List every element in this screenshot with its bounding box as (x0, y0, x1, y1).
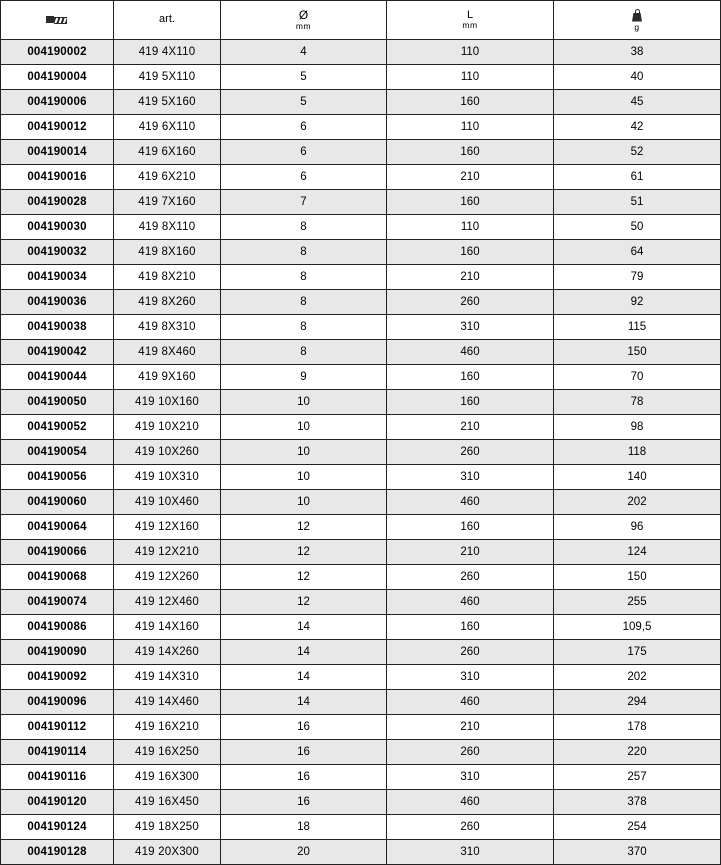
cell-art: 419 8X110 (114, 215, 221, 240)
cell-length: 260 (387, 290, 554, 315)
cell-art: 419 4X110 (114, 40, 221, 65)
cell-diameter: 5 (221, 65, 387, 90)
cell-diameter: 10 (221, 390, 387, 415)
cell-art: 419 12X260 (114, 565, 221, 590)
table-row (1, 240, 721, 265)
cell-code: 004190030 (1, 215, 114, 240)
cell-art: 419 6X110 (114, 115, 221, 140)
column-header-art (114, 1, 221, 40)
cell-diameter: 12 (221, 540, 387, 565)
cell-code: 004190090 (1, 640, 114, 665)
table-row (1, 640, 721, 665)
cell-art: 419 18X250 (114, 815, 221, 840)
table-body (1, 40, 721, 865)
column-header-diameter-unit: mm (295, 20, 312, 31)
cell-diameter: 8 (221, 215, 387, 240)
cell-length: 460 (387, 340, 554, 365)
cell-code: 004190032 (1, 240, 114, 265)
cell-code: 004190016 (1, 165, 114, 190)
column-header-code (1, 1, 114, 40)
cell-diameter: 10 (221, 415, 387, 440)
cell-art: 419 14X160 (114, 615, 221, 640)
cell-art: 419 20X300 (114, 840, 221, 865)
cell-diameter: 16 (221, 715, 387, 740)
cell-weight: 79 (554, 265, 721, 290)
cell-art: 419 12X210 (114, 540, 221, 565)
cell-length: 110 (387, 215, 554, 240)
cell-art: 419 5X160 (114, 90, 221, 115)
cell-weight: 51 (554, 190, 721, 215)
cell-code: 004190004 (1, 65, 114, 90)
table-row (1, 590, 721, 615)
cell-weight: 255 (554, 590, 721, 615)
cell-art: 419 8X160 (114, 240, 221, 265)
cell-code: 004190086 (1, 615, 114, 640)
table-row (1, 740, 721, 765)
cell-code: 004190042 (1, 340, 114, 365)
table-row (1, 790, 721, 815)
cell-length: 210 (387, 415, 554, 440)
column-header-diameter (221, 1, 387, 40)
table-row (1, 365, 721, 390)
cell-weight: 50 (554, 215, 721, 240)
cell-length: 310 (387, 765, 554, 790)
table-row (1, 665, 721, 690)
cell-code: 004190056 (1, 465, 114, 490)
cell-code: 004190014 (1, 140, 114, 165)
cell-length: 110 (387, 65, 554, 90)
cell-weight: 70 (554, 365, 721, 390)
cell-length: 310 (387, 315, 554, 340)
cell-art: 419 8X260 (114, 290, 221, 315)
cell-diameter: 12 (221, 515, 387, 540)
table-row (1, 840, 721, 865)
cell-length: 160 (387, 615, 554, 640)
cell-weight: 178 (554, 715, 721, 740)
cell-weight: 220 (554, 740, 721, 765)
cell-diameter: 6 (221, 115, 387, 140)
cell-diameter: 7 (221, 190, 387, 215)
table-row (1, 265, 721, 290)
cell-weight: 92 (554, 290, 721, 315)
cell-code: 004190006 (1, 90, 114, 115)
cell-art: 419 12X460 (114, 590, 221, 615)
cell-art: 419 10X210 (114, 415, 221, 440)
table-row (1, 815, 721, 840)
cell-diameter: 16 (221, 765, 387, 790)
table-row (1, 690, 721, 715)
table-row (1, 765, 721, 790)
cell-diameter: 14 (221, 690, 387, 715)
cell-length: 260 (387, 640, 554, 665)
table-row (1, 490, 721, 515)
cell-length: 160 (387, 365, 554, 390)
cell-art: 419 16X300 (114, 765, 221, 790)
table-row (1, 540, 721, 565)
cell-length: 260 (387, 815, 554, 840)
cell-length: 310 (387, 840, 554, 865)
cell-diameter: 16 (221, 790, 387, 815)
cell-diameter: 18 (221, 815, 387, 840)
cell-length: 260 (387, 565, 554, 590)
cell-length: 210 (387, 715, 554, 740)
cell-code: 004190074 (1, 590, 114, 615)
cell-code: 004190092 (1, 665, 114, 690)
cell-code: 004190116 (1, 765, 114, 790)
table-row (1, 340, 721, 365)
table-row (1, 165, 721, 190)
cell-length: 310 (387, 665, 554, 690)
cell-diameter: 14 (221, 640, 387, 665)
cell-diameter: 5 (221, 90, 387, 115)
column-header-weight-unit: g (634, 21, 640, 32)
cell-length: 110 (387, 115, 554, 140)
cell-art: 419 6X160 (114, 140, 221, 165)
cell-weight: 150 (554, 565, 721, 590)
cell-diameter: 8 (221, 340, 387, 365)
cell-diameter: 4 (221, 40, 387, 65)
cell-code: 004190060 (1, 490, 114, 515)
cell-art: 419 14X310 (114, 665, 221, 690)
cell-diameter: 8 (221, 240, 387, 265)
cell-weight: 254 (554, 815, 721, 840)
cell-code: 004190112 (1, 715, 114, 740)
cell-weight: 38 (554, 40, 721, 65)
cell-diameter: 12 (221, 590, 387, 615)
table-row (1, 515, 721, 540)
cell-length: 160 (387, 140, 554, 165)
cell-weight: 378 (554, 790, 721, 815)
cell-weight: 42 (554, 115, 721, 140)
table-row (1, 115, 721, 140)
cell-art: 419 16X450 (114, 790, 221, 815)
cell-code: 004190034 (1, 265, 114, 290)
cell-diameter: 14 (221, 665, 387, 690)
cell-diameter: 10 (221, 490, 387, 515)
cell-code: 004190036 (1, 290, 114, 315)
cell-art: 419 14X460 (114, 690, 221, 715)
cell-code: 004190068 (1, 565, 114, 590)
table-row (1, 465, 721, 490)
cell-weight: 115 (554, 315, 721, 340)
cell-diameter: 8 (221, 315, 387, 340)
cell-length: 160 (387, 90, 554, 115)
cell-length: 210 (387, 540, 554, 565)
table-row (1, 290, 721, 315)
cell-length: 260 (387, 740, 554, 765)
cell-art: 419 10X160 (114, 390, 221, 415)
cell-art: 419 14X260 (114, 640, 221, 665)
cell-diameter: 10 (221, 440, 387, 465)
cell-weight: 61 (554, 165, 721, 190)
cell-weight: 96 (554, 515, 721, 540)
cell-weight: 370 (554, 840, 721, 865)
cell-art: 419 10X310 (114, 465, 221, 490)
cell-weight: 202 (554, 665, 721, 690)
column-header-diameter-label: Ø (298, 8, 309, 23)
cell-diameter: 12 (221, 565, 387, 590)
cell-code: 004190050 (1, 390, 114, 415)
cell-weight: 118 (554, 440, 721, 465)
column-header-length (387, 1, 554, 40)
cell-weight: 52 (554, 140, 721, 165)
cell-art: 419 8X460 (114, 340, 221, 365)
cell-diameter: 20 (221, 840, 387, 865)
cell-diameter: 14 (221, 615, 387, 640)
cell-weight: 150 (554, 340, 721, 365)
cell-diameter: 8 (221, 290, 387, 315)
table-row (1, 565, 721, 590)
cell-diameter: 16 (221, 740, 387, 765)
cell-length: 460 (387, 790, 554, 815)
drill-bit-icon (46, 13, 68, 27)
cell-weight: 40 (554, 65, 721, 90)
cell-art: 419 6X210 (114, 165, 221, 190)
cell-length: 160 (387, 390, 554, 415)
cell-code: 004190064 (1, 515, 114, 540)
column-header-length-unit: mm (462, 20, 478, 31)
table-header-row (1, 1, 721, 40)
cell-weight: 202 (554, 490, 721, 515)
table-row (1, 615, 721, 640)
cell-art: 419 10X260 (114, 440, 221, 465)
cell-length: 310 (387, 465, 554, 490)
table-row (1, 65, 721, 90)
cell-weight: 124 (554, 540, 721, 565)
cell-weight: 257 (554, 765, 721, 790)
cell-art: 419 16X250 (114, 740, 221, 765)
cell-code: 004190096 (1, 690, 114, 715)
cell-length: 160 (387, 240, 554, 265)
table-row (1, 715, 721, 740)
cell-art: 419 5X110 (114, 65, 221, 90)
cell-diameter: 8 (221, 265, 387, 290)
cell-length: 260 (387, 440, 554, 465)
cell-length: 460 (387, 490, 554, 515)
cell-art: 419 8X210 (114, 265, 221, 290)
cell-weight: 175 (554, 640, 721, 665)
table-row (1, 215, 721, 240)
cell-code: 004190124 (1, 815, 114, 840)
cell-weight: 64 (554, 240, 721, 265)
cell-art: 419 12X160 (114, 515, 221, 540)
cell-weight: 45 (554, 90, 721, 115)
cell-weight: 78 (554, 390, 721, 415)
cell-code: 004190128 (1, 840, 114, 865)
column-header-art-label: art. (159, 13, 175, 26)
table-row (1, 140, 721, 165)
cell-art: 419 10X460 (114, 490, 221, 515)
cell-code: 004190066 (1, 540, 114, 565)
cell-art: 419 9X160 (114, 365, 221, 390)
cell-length: 110 (387, 40, 554, 65)
cell-art: 419 16X210 (114, 715, 221, 740)
cell-diameter: 6 (221, 165, 387, 190)
cell-diameter: 6 (221, 140, 387, 165)
table-row (1, 315, 721, 340)
cell-weight: 140 (554, 465, 721, 490)
cell-code: 004190120 (1, 790, 114, 815)
cell-weight: 98 (554, 415, 721, 440)
cell-code: 004190044 (1, 365, 114, 390)
table-row (1, 440, 721, 465)
table-row (1, 415, 721, 440)
cell-code: 004190052 (1, 415, 114, 440)
table-header (1, 1, 721, 40)
cell-art: 419 7X160 (114, 190, 221, 215)
cell-length: 210 (387, 265, 554, 290)
cell-code: 004190028 (1, 190, 114, 215)
cell-art: 419 8X310 (114, 315, 221, 340)
cell-length: 460 (387, 590, 554, 615)
table-row (1, 390, 721, 415)
cell-code: 004190054 (1, 440, 114, 465)
cell-length: 210 (387, 165, 554, 190)
column-header-length-label: L (466, 8, 474, 21)
cell-code: 004190002 (1, 40, 114, 65)
cell-code: 004190012 (1, 115, 114, 140)
cell-code: 004190114 (1, 740, 114, 765)
cell-length: 460 (387, 690, 554, 715)
cell-length: 160 (387, 515, 554, 540)
column-header-weight (554, 1, 721, 40)
cell-weight: 294 (554, 690, 721, 715)
weight-icon (631, 9, 643, 23)
table-row (1, 90, 721, 115)
cell-code: 004190038 (1, 315, 114, 340)
cell-diameter: 10 (221, 465, 387, 490)
table-row (1, 190, 721, 215)
cell-diameter: 9 (221, 365, 387, 390)
table-row (1, 40, 721, 65)
cell-weight: 109,5 (554, 615, 721, 640)
cell-length: 160 (387, 190, 554, 215)
